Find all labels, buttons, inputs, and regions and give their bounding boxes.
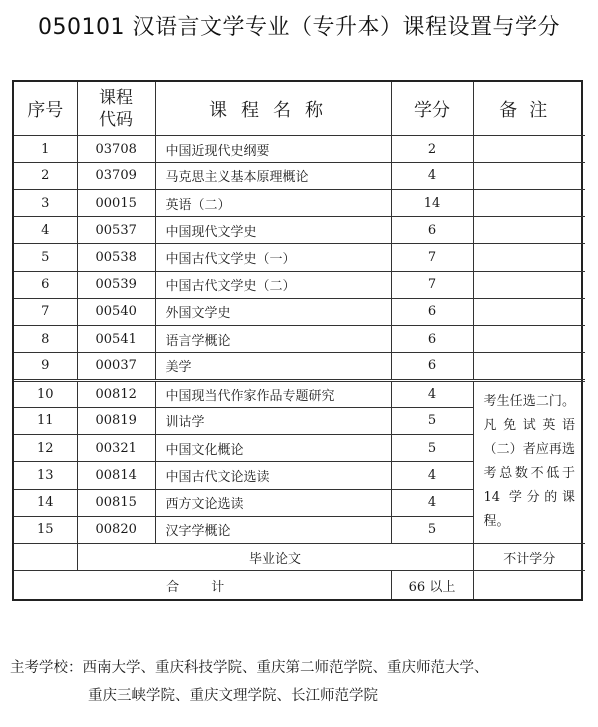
course-code: 00540: [77, 298, 155, 325]
course-name: 英语（二）: [155, 189, 391, 216]
header-code-line1: 课程: [99, 87, 133, 108]
remark-cell: [473, 189, 585, 216]
course-name: 中国古代文学史（一）: [155, 244, 391, 271]
course-credit: 14: [391, 189, 473, 216]
course-code: 00037: [77, 353, 155, 380]
course-name: 中国文化概论: [155, 435, 391, 462]
course-seq: 13: [14, 462, 77, 489]
remark-cell: [473, 217, 585, 244]
remark-cell: [473, 244, 585, 271]
course-code: 00815: [77, 489, 155, 516]
total-row: [14, 571, 585, 599]
schools-line2: 重庆三峡学院、重庆文理学院、长江师范学院: [88, 688, 378, 704]
course-code: 00812: [77, 380, 155, 407]
course-seq: 10: [14, 380, 77, 407]
course-credit: 6: [391, 298, 473, 325]
course-seq: 7: [14, 298, 77, 325]
course-name: 中国现当代作家作品专题研究: [155, 380, 391, 407]
course-name: 外国文学史: [155, 298, 391, 325]
schools-line1: 西南大学、重庆科技学院、重庆第二师范学院、重庆师范大学、: [82, 660, 489, 676]
table-row: [14, 298, 585, 325]
course-seq: 4: [14, 217, 77, 244]
course-code: 00015: [77, 189, 155, 216]
elective-note-line: 考总数不低于: [483, 466, 575, 482]
course-credit: 2: [391, 136, 473, 162]
course-code: 00538: [77, 244, 155, 271]
course-code: 00539: [77, 271, 155, 298]
remark-cell: [473, 298, 585, 325]
course-seq: 14: [14, 489, 77, 516]
remark-cell: [473, 353, 585, 380]
total-label: 合 计: [14, 571, 391, 599]
course-seq: 9: [14, 353, 77, 380]
course-code: 00814: [77, 462, 155, 489]
header-row: [14, 82, 585, 136]
elective-note-line: 14 学分的课程。: [483, 490, 575, 530]
course-seq: 3: [14, 189, 77, 216]
remark-cell: [473, 326, 585, 353]
course-name: 中国现代文学史: [155, 217, 391, 244]
exam-schools: [10, 654, 590, 710]
table-row: [14, 353, 585, 380]
thesis-label: 毕业论文: [77, 543, 473, 570]
thesis-credit: 不计学分: [473, 543, 585, 570]
course-seq: 11: [14, 407, 77, 434]
course-table: [12, 80, 583, 601]
course-seq: 5: [14, 244, 77, 271]
header-code-line2: 代码: [99, 109, 133, 130]
table-row: [14, 244, 585, 271]
header-name: 课程名称: [155, 82, 391, 136]
course-code: 00820: [77, 516, 155, 543]
course-credit: 4: [391, 489, 473, 516]
thesis-blank: [14, 543, 77, 570]
total-blank: [473, 571, 585, 599]
course-credit: 6: [391, 217, 473, 244]
course-code: 03708: [77, 136, 155, 162]
course-seq: 2: [14, 162, 77, 189]
course-name: 汉字学概论: [155, 516, 391, 543]
course-credit: 7: [391, 271, 473, 298]
table-row: [14, 326, 585, 353]
header-remark: 备注: [473, 82, 585, 136]
course-name: 美学: [155, 353, 391, 380]
course-code: 03709: [77, 162, 155, 189]
elective-note-line: 考生任选二门。: [483, 394, 575, 410]
course-code: 00541: [77, 326, 155, 353]
table-row: [14, 162, 585, 189]
course-credit: 6: [391, 353, 473, 380]
header-code: [77, 82, 155, 136]
course-seq: 1: [14, 136, 77, 162]
course-code: 00537: [77, 217, 155, 244]
elective-note: [473, 380, 585, 543]
header-seq: 序号: [14, 82, 77, 136]
course-credit: 4: [391, 380, 473, 407]
remark-cell: [473, 271, 585, 298]
table-row: [14, 380, 585, 407]
course-name: 语言学概论: [155, 326, 391, 353]
course-seq: 12: [14, 435, 77, 462]
course-credit: 5: [391, 435, 473, 462]
course-credit: 5: [391, 516, 473, 543]
course-name: 中国古代文论选读: [155, 462, 391, 489]
course-code: 00321: [77, 435, 155, 462]
course-name: 中国古代文学史（二）: [155, 271, 391, 298]
course-credit: 7: [391, 244, 473, 271]
schools-label: 主考学校：: [10, 660, 83, 676]
course-name: 马克思主义基本原理概论: [155, 162, 391, 189]
course-seq: 8: [14, 326, 77, 353]
table-row: [14, 217, 585, 244]
course-credit: 6: [391, 326, 473, 353]
course-credit: 4: [391, 462, 473, 489]
table-row: [14, 189, 585, 216]
remark-cell: [473, 162, 585, 189]
course-name: 训诂学: [155, 407, 391, 434]
course-seq: 15: [14, 516, 77, 543]
course-name: 中国近现代史纲要: [155, 136, 391, 162]
course-credit: 4: [391, 162, 473, 189]
course-code: 00819: [77, 407, 155, 434]
elective-note-line: 凡免试英语: [483, 418, 575, 434]
table-row: [14, 136, 585, 162]
course-name: 西方文论选读: [155, 489, 391, 516]
header-credit: 学分: [391, 82, 473, 136]
page-title: 050101 汉语言文学专业（专升本）课程设置与学分: [38, 15, 560, 40]
course-seq: 6: [14, 271, 77, 298]
elective-note-line: （二）者应再选: [483, 442, 575, 458]
course-credit: 5: [391, 407, 473, 434]
total-credit: 66 以上: [391, 571, 473, 599]
thesis-row: [14, 543, 585, 570]
remark-cell: [473, 136, 585, 162]
table-row: [14, 271, 585, 298]
